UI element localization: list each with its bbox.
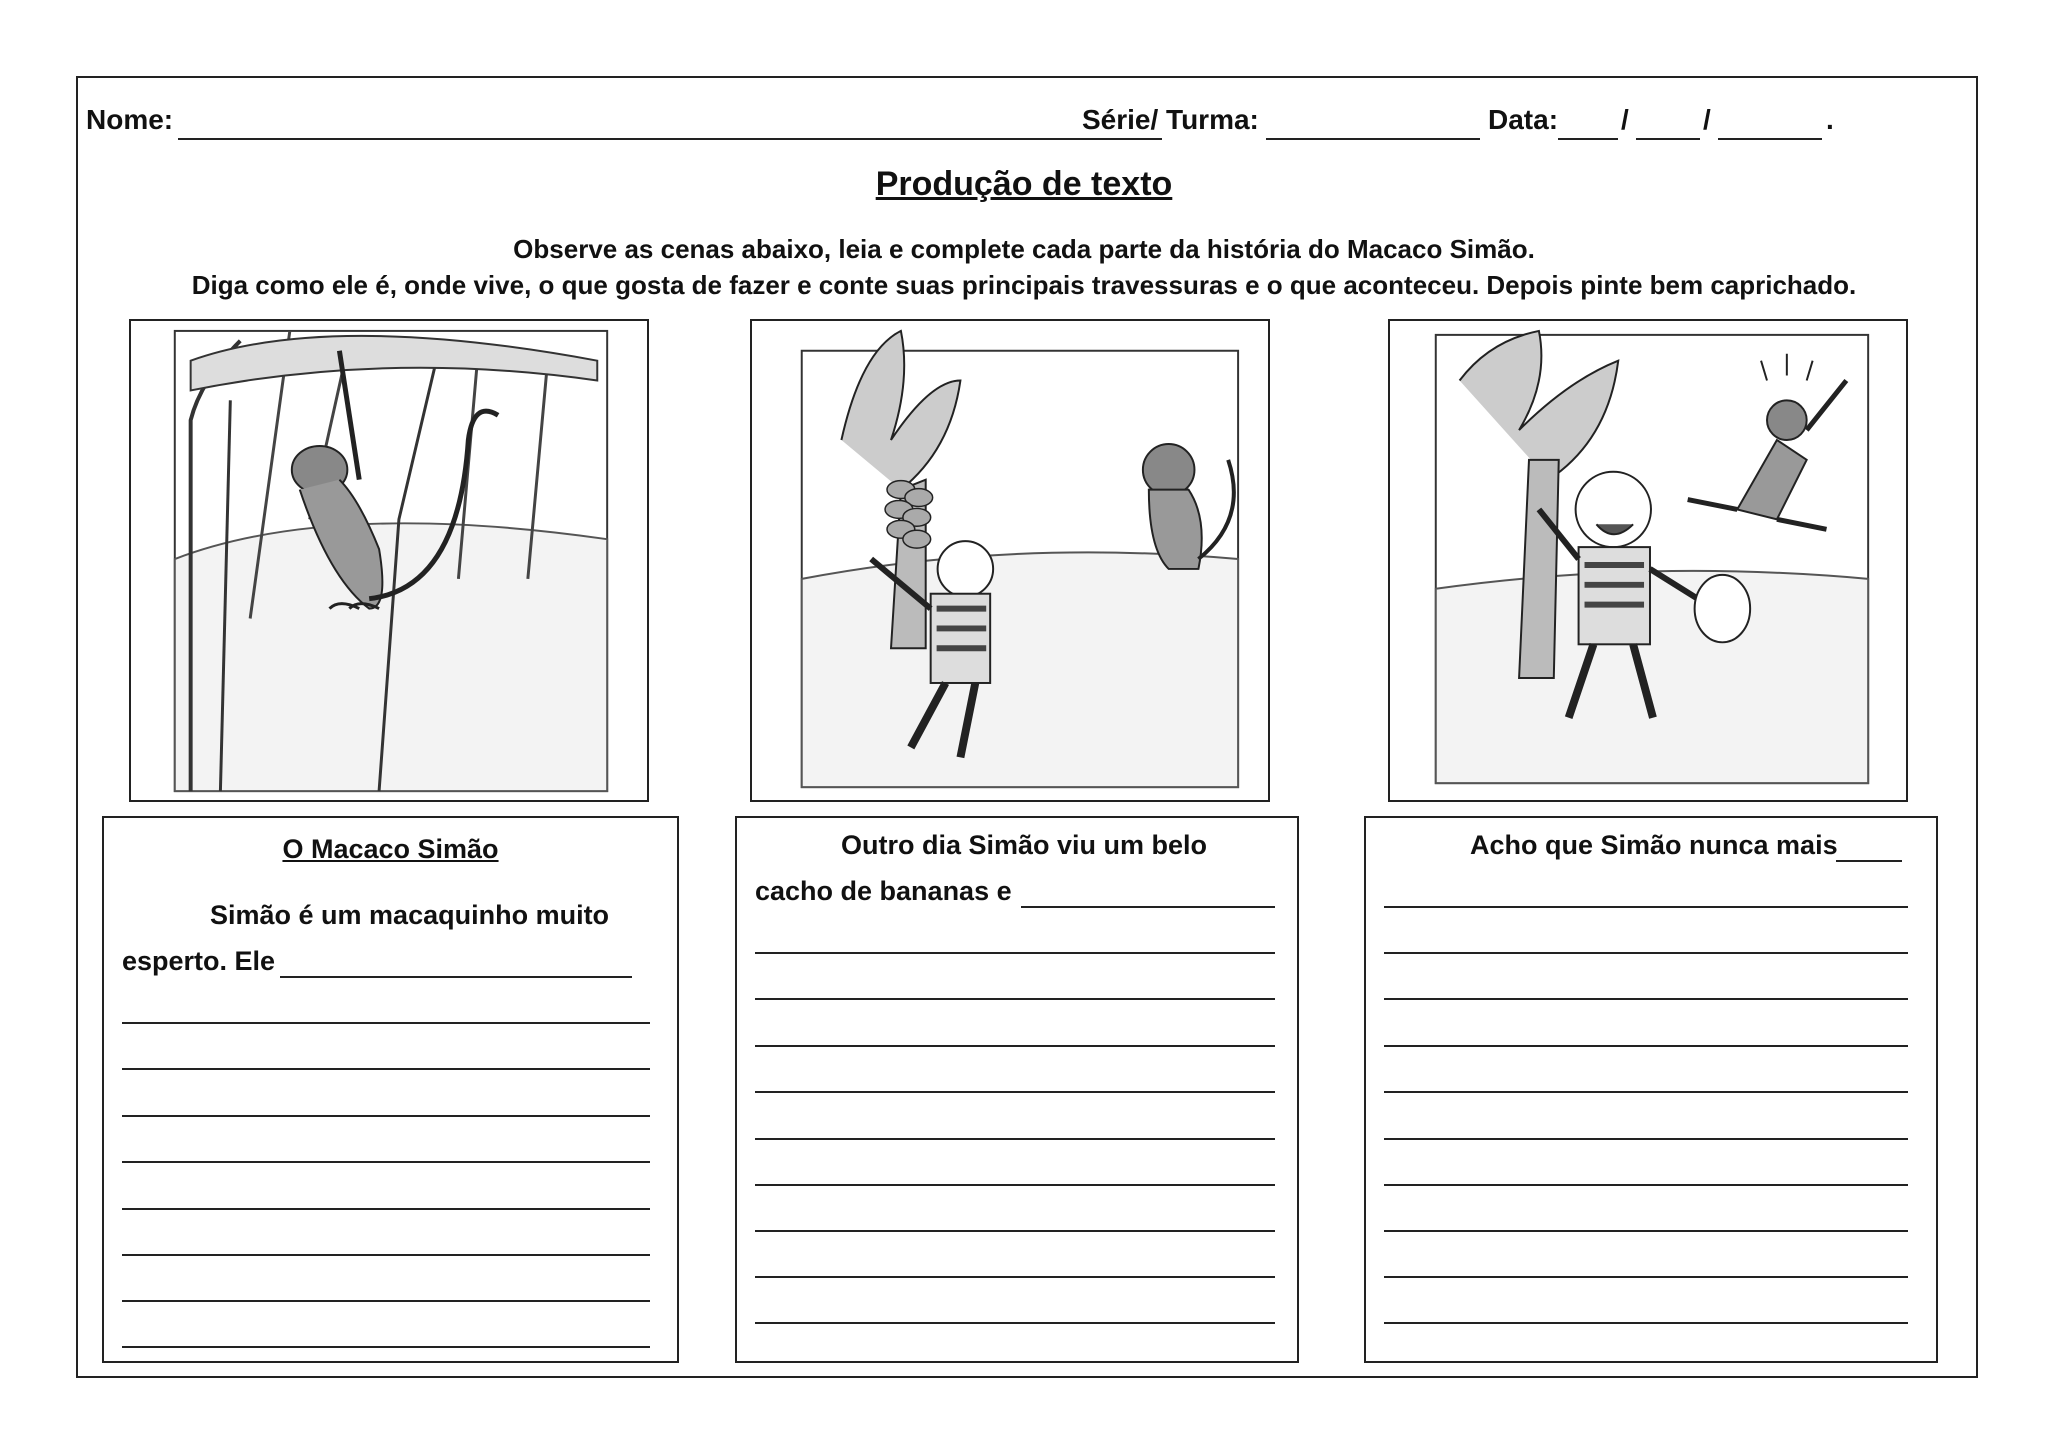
- instruction-line-2: Diga como ele é, onde vive, o que gosta de fazer e conte suas principais travessuras e o que aconteceu. Depois pinte bem caprichado.: [191, 270, 1857, 300]
- scene-1-picture: [129, 319, 649, 802]
- date-month-field[interactable]: [1636, 138, 1700, 140]
- writing-line[interactable]: [1384, 1138, 1908, 1140]
- writing-line[interactable]: [122, 1300, 650, 1302]
- writing-line[interactable]: [1384, 1276, 1908, 1278]
- class-label: Série/ Turma:: [1082, 104, 1259, 135]
- page-title: Produção de texto: [875, 165, 1173, 203]
- boy-mask-icon: [1390, 321, 1906, 800]
- date-separator: /: [1621, 104, 1629, 135]
- story-box-2: [735, 816, 1299, 1363]
- writing-line[interactable]: [755, 1230, 1275, 1232]
- writing-line[interactable]: [755, 1045, 1275, 1047]
- writing-line[interactable]: [122, 1068, 650, 1070]
- date-year-field[interactable]: [1718, 138, 1822, 140]
- date-separator: /: [1703, 104, 1711, 135]
- instruction-line-1: Observe as cenas abaixo, leia e complete cada parte da história do Macaco Simão.: [513, 234, 1535, 264]
- writing-line[interactable]: [755, 998, 1275, 1000]
- class-field[interactable]: [1266, 138, 1480, 140]
- story-box-1: [102, 816, 679, 1363]
- name-label: Nome:: [86, 104, 174, 135]
- writing-line[interactable]: [1384, 1091, 1908, 1093]
- date-end: .: [1826, 104, 1834, 135]
- writing-line[interactable]: [122, 1115, 650, 1117]
- writing-line[interactable]: [122, 1208, 650, 1210]
- writing-line[interactable]: [122, 1022, 650, 1024]
- writing-line[interactable]: [1384, 1045, 1908, 1047]
- name-field[interactable]: [178, 138, 1162, 140]
- writing-line[interactable]: [1384, 1230, 1908, 1232]
- story-text: Simão é um macaquinho muito: [210, 900, 610, 930]
- story-text: esperto. Ele: [122, 946, 276, 976]
- writing-line[interactable]: [1384, 952, 1908, 954]
- writing-line[interactable]: [280, 976, 632, 978]
- story-box-3: [1364, 816, 1938, 1363]
- story-heading: O Macaco Simão: [282, 834, 499, 864]
- writing-line[interactable]: [755, 952, 1275, 954]
- date-day-field[interactable]: [1558, 138, 1618, 140]
- story-text: Outro dia Simão viu um belo: [841, 830, 1208, 860]
- story-text: Acho que Simão nunca mais: [1470, 830, 1838, 860]
- date-label: Data:: [1488, 104, 1559, 135]
- writing-line[interactable]: [755, 1184, 1275, 1186]
- writing-line[interactable]: [1384, 1184, 1908, 1186]
- writing-line[interactable]: [1836, 860, 1902, 862]
- monkey-hanging-icon: [131, 321, 647, 800]
- writing-line[interactable]: [1021, 906, 1275, 908]
- header-fields: [86, 104, 1886, 144]
- writing-line[interactable]: [1384, 998, 1908, 1000]
- writing-line[interactable]: [755, 1276, 1275, 1278]
- writing-line[interactable]: [755, 1322, 1275, 1324]
- scene-3-picture: [1388, 319, 1908, 802]
- writing-line[interactable]: [1384, 906, 1908, 908]
- writing-line[interactable]: [755, 1091, 1275, 1093]
- writing-line[interactable]: [1384, 1322, 1908, 1324]
- story-text: cacho de bananas e: [755, 876, 1012, 906]
- writing-line[interactable]: [122, 1254, 650, 1256]
- boy-bananas-icon: [752, 321, 1268, 800]
- writing-line[interactable]: [122, 1346, 650, 1348]
- writing-line[interactable]: [122, 1161, 650, 1163]
- writing-line[interactable]: [755, 1138, 1275, 1140]
- scene-2-picture: [750, 319, 1270, 802]
